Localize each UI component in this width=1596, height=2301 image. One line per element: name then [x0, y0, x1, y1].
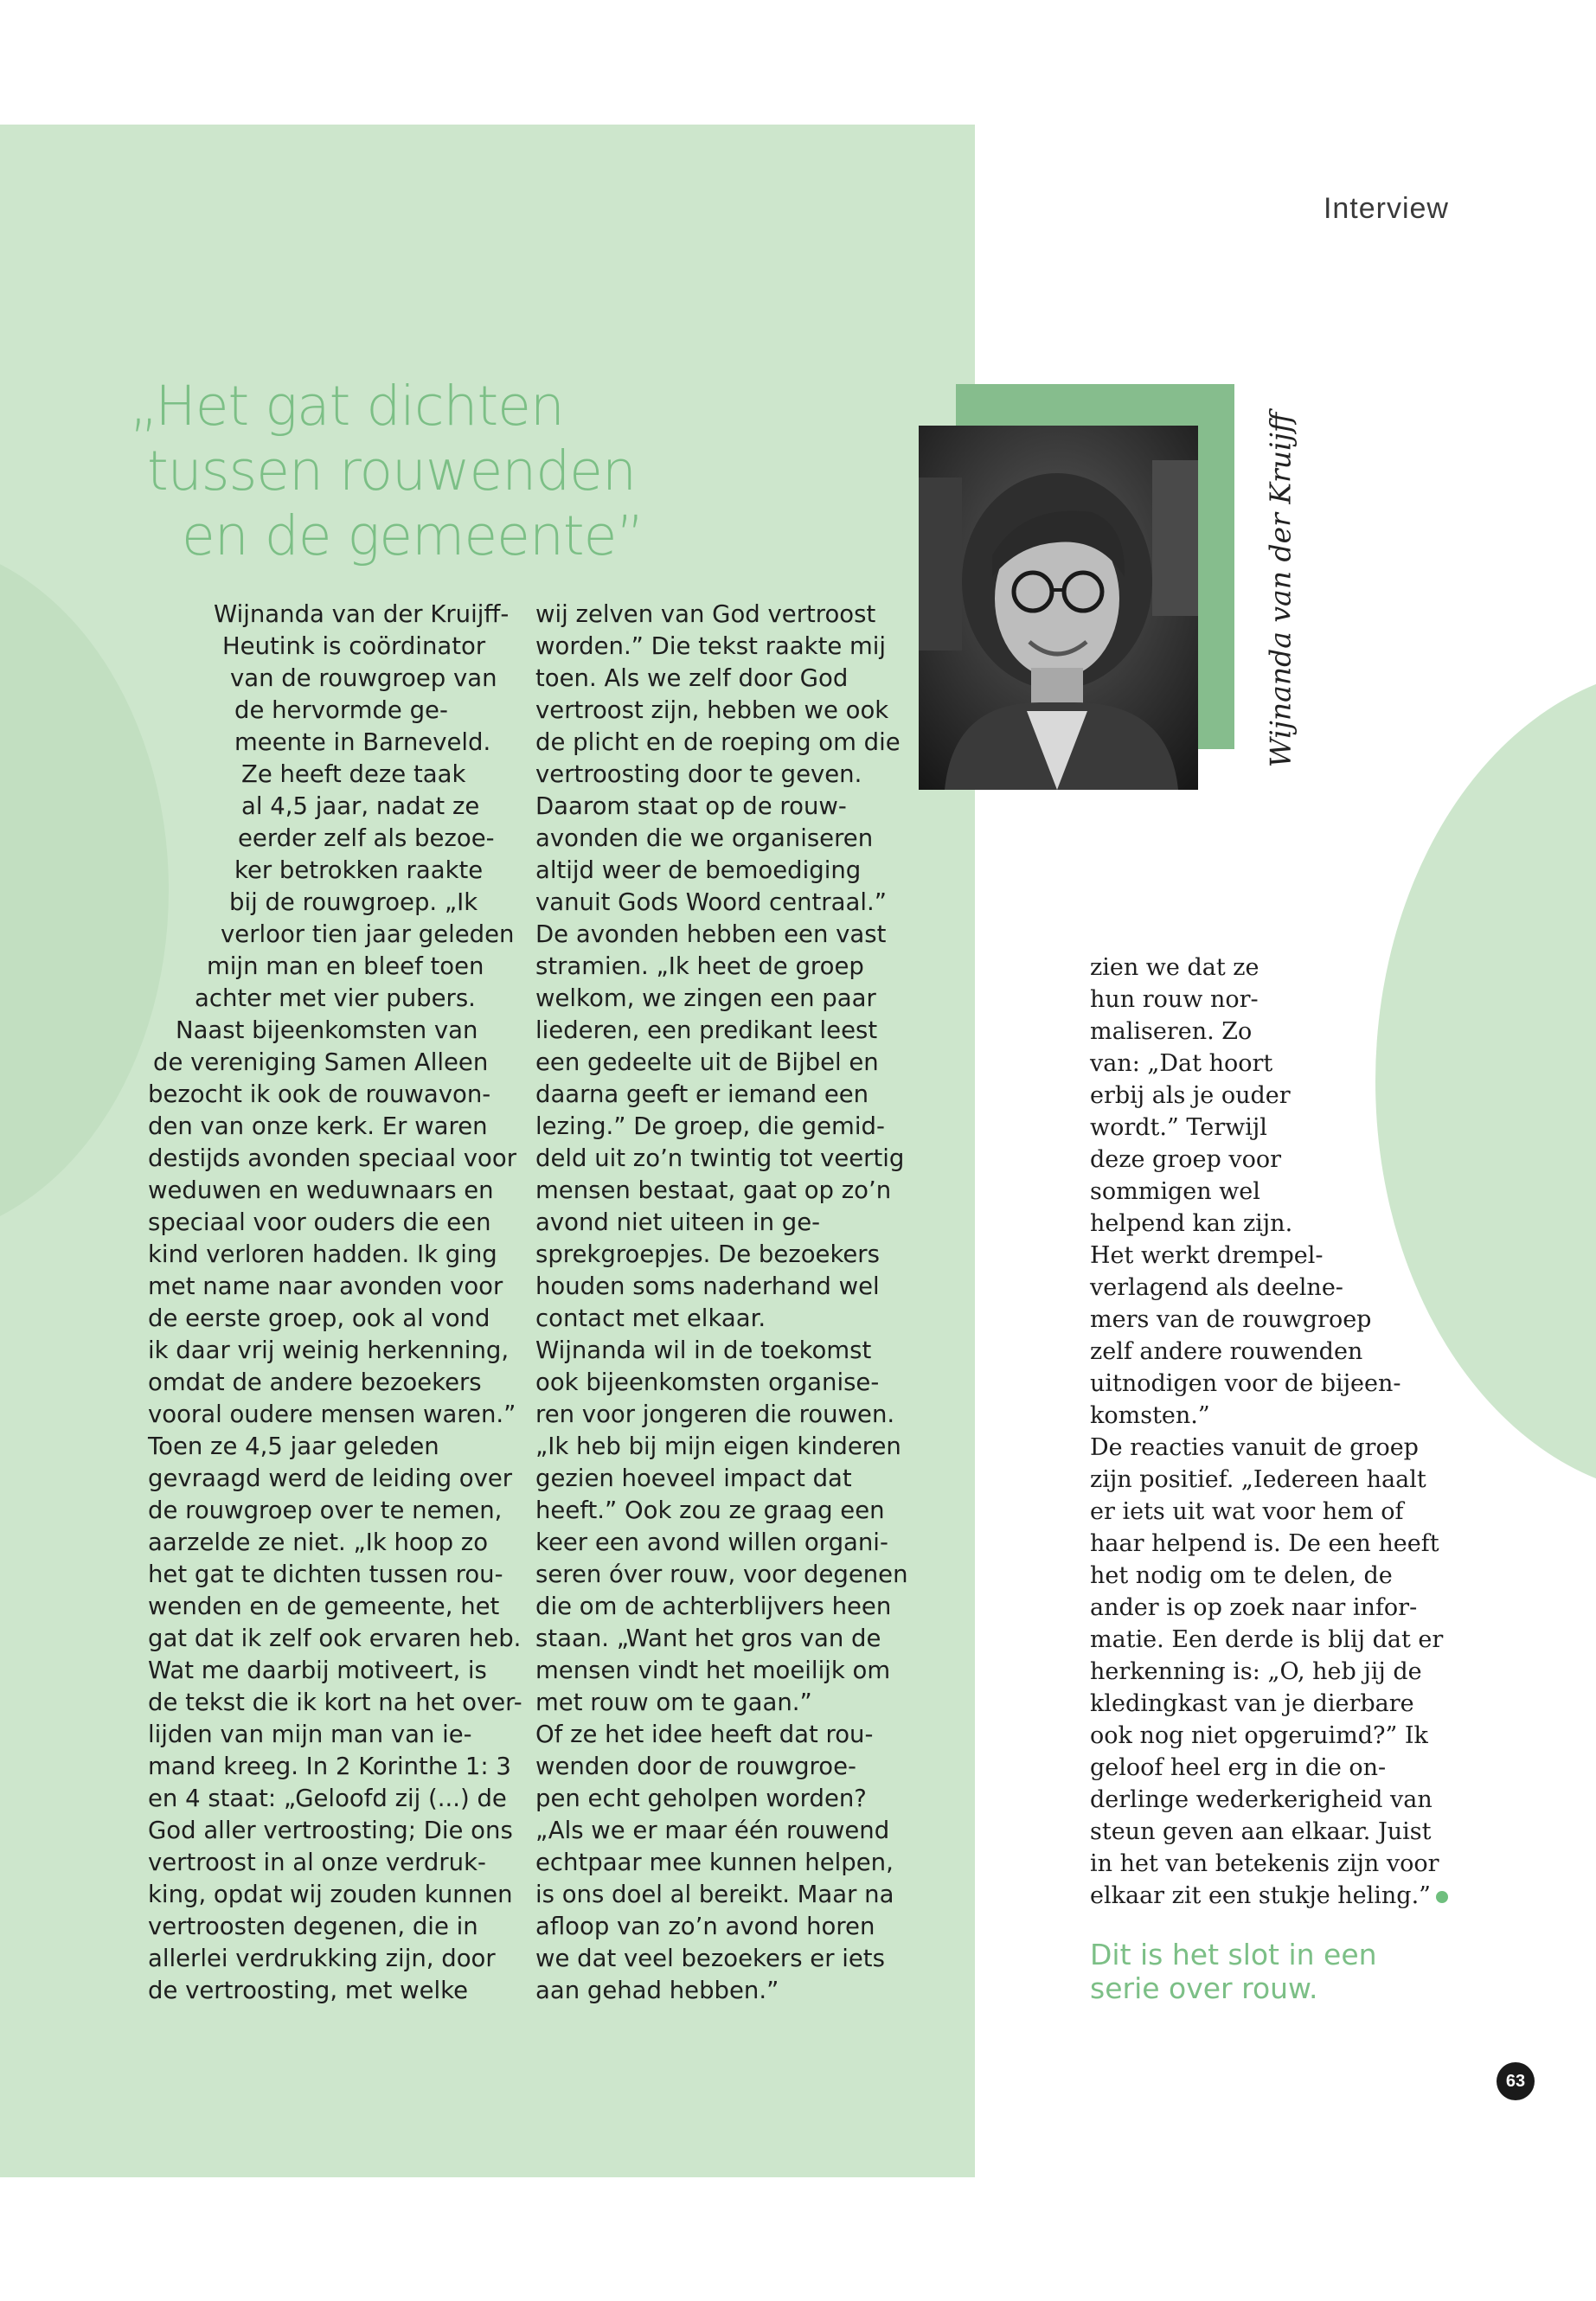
- text-line: Toen ze 4,5 jaar geleden: [148, 1433, 439, 1460]
- text-line: haar helpend is. De een heeft: [1090, 1530, 1439, 1557]
- text-line: keer een avond willen organi-: [535, 1529, 888, 1556]
- text-line: lijden van mijn man van ie-: [148, 1721, 472, 1748]
- text-line: welkom, we zingen een paar: [535, 984, 876, 1012]
- text-line: al 4,5 jaar, nadat ze: [241, 792, 480, 820]
- text-line: maliseren. Zo: [1090, 1018, 1253, 1045]
- text-line: vertroost in al onze verdruk-: [148, 1849, 486, 1876]
- text-line: avonden die we organiseren: [535, 824, 874, 852]
- text-line: verloor tien jaar geleden: [221, 920, 515, 948]
- text-line: de plicht en de roeping om die: [535, 728, 901, 756]
- article-column-left: [148, 599, 522, 2007]
- text-line: herkenning is: „O, heb jij de: [1090, 1658, 1422, 1685]
- text-line: erbij als je ouder: [1090, 1082, 1291, 1109]
- text-line: uitnodigen voor de bijeen-: [1090, 1370, 1401, 1397]
- text-line: Wijnanda van der Kruijff-: [214, 600, 510, 628]
- text-line: zelf andere rouwenden: [1090, 1338, 1363, 1365]
- text-line: vanuit Gods Woord centraal.”: [535, 888, 887, 916]
- text-line: geloof heel erg in die on-: [1090, 1754, 1387, 1781]
- text-line: God aller vertroosting; Die ons: [148, 1817, 513, 1844]
- text-line: achter met vier pubers.: [195, 984, 476, 1012]
- text-line: elkaar zit een stukje heling.”: [1090, 1882, 1431, 1909]
- text-line: staan. „Want het gros van de: [535, 1625, 881, 1652]
- text-line: eerder zelf als bezoe-: [238, 824, 495, 852]
- text-line: zien we dat ze: [1090, 954, 1259, 981]
- text-line: den van onze kerk. Er waren: [148, 1112, 488, 1140]
- title-line: „Het gat dichten: [130, 375, 564, 438]
- text-line: kledingkast van je dierbare: [1090, 1690, 1414, 1717]
- text-line: toen. Als we zelf door God: [535, 664, 849, 692]
- text-line: „Als we er maar één rouwend: [535, 1817, 890, 1844]
- text-line: de vertroosting, met welke: [148, 1977, 469, 2004]
- text-line: worden.” Die tekst raakte mij: [535, 632, 887, 660]
- text-line: ren voor jongeren die rouwen.: [535, 1400, 895, 1428]
- text-line: vertroosten degenen, die in: [148, 1913, 478, 1940]
- text-line: vertroosting door te geven.: [535, 760, 862, 788]
- text-line: heeft.” Ook zou ze graag een: [535, 1497, 885, 1524]
- section-label: Interview: [1323, 192, 1449, 225]
- text-line: derlinge wederkerigheid van: [1090, 1786, 1433, 1813]
- text-line: De reacties vanuit de groep: [1090, 1434, 1419, 1461]
- page-number-badge: 63: [1497, 2062, 1535, 2100]
- text-line: mensen vindt het moeilijk om: [535, 1657, 891, 1684]
- text-line: helpend kan zijn.: [1090, 1210, 1293, 1237]
- text-line: De avonden hebben een vast: [535, 920, 887, 948]
- text-line: afloop van zo’n avond horen: [535, 1913, 875, 1940]
- text-line: daarna geeft er iemand een: [535, 1080, 869, 1108]
- text-line: we dat veel bezoekers er iets: [535, 1945, 885, 1972]
- text-line: destijds avonden speciaal voor: [148, 1144, 516, 1172]
- text-line: „Ik heb bij mijn eigen kinderen: [535, 1433, 901, 1460]
- text-line: king, opdat wij zouden kunnen: [148, 1881, 513, 1908]
- text-line: ook bijeenkomsten organise-: [535, 1368, 880, 1396]
- text-line: komsten.”: [1090, 1402, 1210, 1429]
- text-line: allerlei verdrukking zijn, door: [148, 1945, 496, 1972]
- text-line: wij zelven van God vertroost: [535, 600, 876, 628]
- text-line: omdat de andere bezoekers: [148, 1368, 482, 1396]
- text-line: bezocht ik ook de rouwavon-: [148, 1080, 491, 1108]
- text-line: houden soms naderhand wel: [535, 1272, 880, 1300]
- article-column-right: [1090, 952, 1453, 1912]
- text-line: matie. Een derde is blij dat er: [1090, 1626, 1444, 1653]
- text-line: Daarom staat op de rouw-: [535, 792, 847, 820]
- series-note: [1090, 1938, 1436, 2005]
- text-line: Of ze het idee heeft dat rou-: [535, 1721, 874, 1748]
- article-title: [130, 374, 666, 568]
- text-line: het nodig om te delen, de: [1090, 1562, 1393, 1589]
- text-line: sommigen wel: [1090, 1178, 1260, 1205]
- text-line: deld uit zo’n twintig tot veertig: [535, 1144, 905, 1172]
- text-line: stramien. „Ik heet de groep: [535, 952, 864, 980]
- text-line: deze groep voor: [1090, 1146, 1282, 1173]
- portrait-photo: [919, 426, 1198, 790]
- text-line: er iets uit wat voor hem of: [1090, 1498, 1404, 1525]
- text-line: steun geven aan elkaar. Juist: [1090, 1818, 1432, 1845]
- text-line: de vereniging Samen Alleen: [153, 1048, 489, 1076]
- text-line: altijd weer de bemoediging: [535, 856, 862, 884]
- text-line: wenden en de gemeente, het: [148, 1593, 500, 1620]
- text-line: gevraagd werd de leiding over: [148, 1465, 513, 1492]
- text-line: met rouw om te gaan.”: [535, 1689, 812, 1716]
- text-line: Naast bijeenkomsten van: [176, 1016, 478, 1044]
- text-line: gezien hoeveel impact dat: [535, 1465, 852, 1492]
- text-line: met name naar avonden voor: [148, 1272, 503, 1300]
- text-line: aan gehad hebben.”: [535, 1977, 779, 2004]
- text-line: en 4 staat: „Geloofd zij (...) de: [148, 1785, 507, 1812]
- text-line: speciaal voor ouders die een: [148, 1208, 491, 1236]
- series-note-line: serie over rouw.: [1090, 1971, 1318, 2005]
- text-line: hun rouw nor-: [1090, 986, 1259, 1013]
- text-line: vooral oudere mensen waren.”: [148, 1400, 516, 1428]
- text-line: van de rouwgroep van: [230, 664, 497, 692]
- text-line: Ze heeft deze taak: [241, 760, 466, 788]
- text-line: bij de rouwgroep. „Ik: [229, 888, 478, 916]
- text-line: de tekst die ik kort na het over-: [148, 1689, 522, 1716]
- text-line: van: „Dat hoort: [1090, 1050, 1273, 1077]
- text-line: in het van betekenis zijn voor: [1090, 1850, 1439, 1877]
- text-line: mensen bestaat, gaat op zo’n: [535, 1176, 892, 1204]
- text-line: mand kreeg. In 2 Korinthe 1: 3: [148, 1753, 511, 1780]
- text-line: Wijnanda wil in de toekomst: [535, 1336, 872, 1364]
- photo-caption-text: Wijnanda van der Kruijff: [1263, 412, 1298, 768]
- text-line: Wat me daarbij motiveert, is: [148, 1657, 487, 1684]
- text-line: zijn positief. „Iedereen haalt: [1090, 1466, 1426, 1493]
- text-line: meente in Barneveld.: [234, 728, 491, 756]
- text-line-last: [1090, 1880, 1453, 1912]
- text-line: is ons doel al bereikt. Maar na: [535, 1881, 894, 1908]
- text-line: wordt.” Terwijl: [1090, 1114, 1267, 1141]
- text-line: ander is op zoek naar infor-: [1090, 1594, 1418, 1621]
- text-line: wenden door de rouwgroe-: [535, 1753, 856, 1780]
- text-line: gat dat ik zelf ook ervaren heb.: [148, 1625, 522, 1652]
- text-line: het gat te dichten tussen rou-: [148, 1561, 503, 1588]
- article-column-middle: [535, 599, 908, 2007]
- text-line: Heutink is coördinator: [222, 632, 486, 660]
- text-line: pen echt geholpen worden?: [535, 1785, 867, 1812]
- text-line: de hervormde ge-: [234, 696, 448, 724]
- text-line: avond niet uiteen in ge-: [535, 1208, 821, 1236]
- text-line: liederen, een predikant leest: [535, 1016, 878, 1044]
- text-line: lezing.” De groep, die gemid-: [535, 1112, 885, 1140]
- text-line: die om de achterblijvers heen: [535, 1593, 892, 1620]
- text-line: weduwen en weduwnaars en: [148, 1176, 494, 1204]
- text-line: contact met elkaar.: [535, 1304, 766, 1332]
- text-line: verlagend als deelne-: [1090, 1274, 1343, 1301]
- text-line: ik daar vrij weinig herkenning,: [148, 1336, 510, 1364]
- text-line: ker betrokken raakte: [234, 856, 484, 884]
- text-line: ook nog niet opgeruimd?” Ik: [1090, 1722, 1428, 1749]
- text-line: seren óver rouw, voor degenen: [535, 1561, 908, 1588]
- decorative-circle-left: [0, 540, 169, 1240]
- text-line: de eerste groep, ook al vond: [148, 1304, 490, 1332]
- title-line: en de gemeente”: [182, 504, 644, 567]
- text-line: aarzelde ze niet. „Ik hoop zo: [148, 1529, 489, 1556]
- text-line: kind verloren hadden. Ik ging: [148, 1240, 497, 1268]
- text-line: vertroost zijn, hebben we ook: [535, 696, 889, 724]
- text-line: mijn man en bleef toen: [207, 952, 484, 980]
- text-line: een gedeelte uit de Bijbel en: [535, 1048, 879, 1076]
- end-mark-dot-icon: [1436, 1891, 1448, 1903]
- text-line: mers van de rouwgroep: [1090, 1306, 1372, 1333]
- text-line: de rouwgroep over te nemen,: [148, 1497, 503, 1524]
- photo-caption: [1259, 412, 1302, 768]
- text-line: sprekgroepjes. De bezoekers: [535, 1240, 880, 1268]
- series-note-line: Dit is het slot in een: [1090, 1938, 1377, 1971]
- title-line: tussen rouwenden: [147, 439, 636, 503]
- text-line: Het werkt drempel-: [1090, 1242, 1324, 1269]
- text-line: echtpaar mee kunnen helpen,: [535, 1849, 894, 1876]
